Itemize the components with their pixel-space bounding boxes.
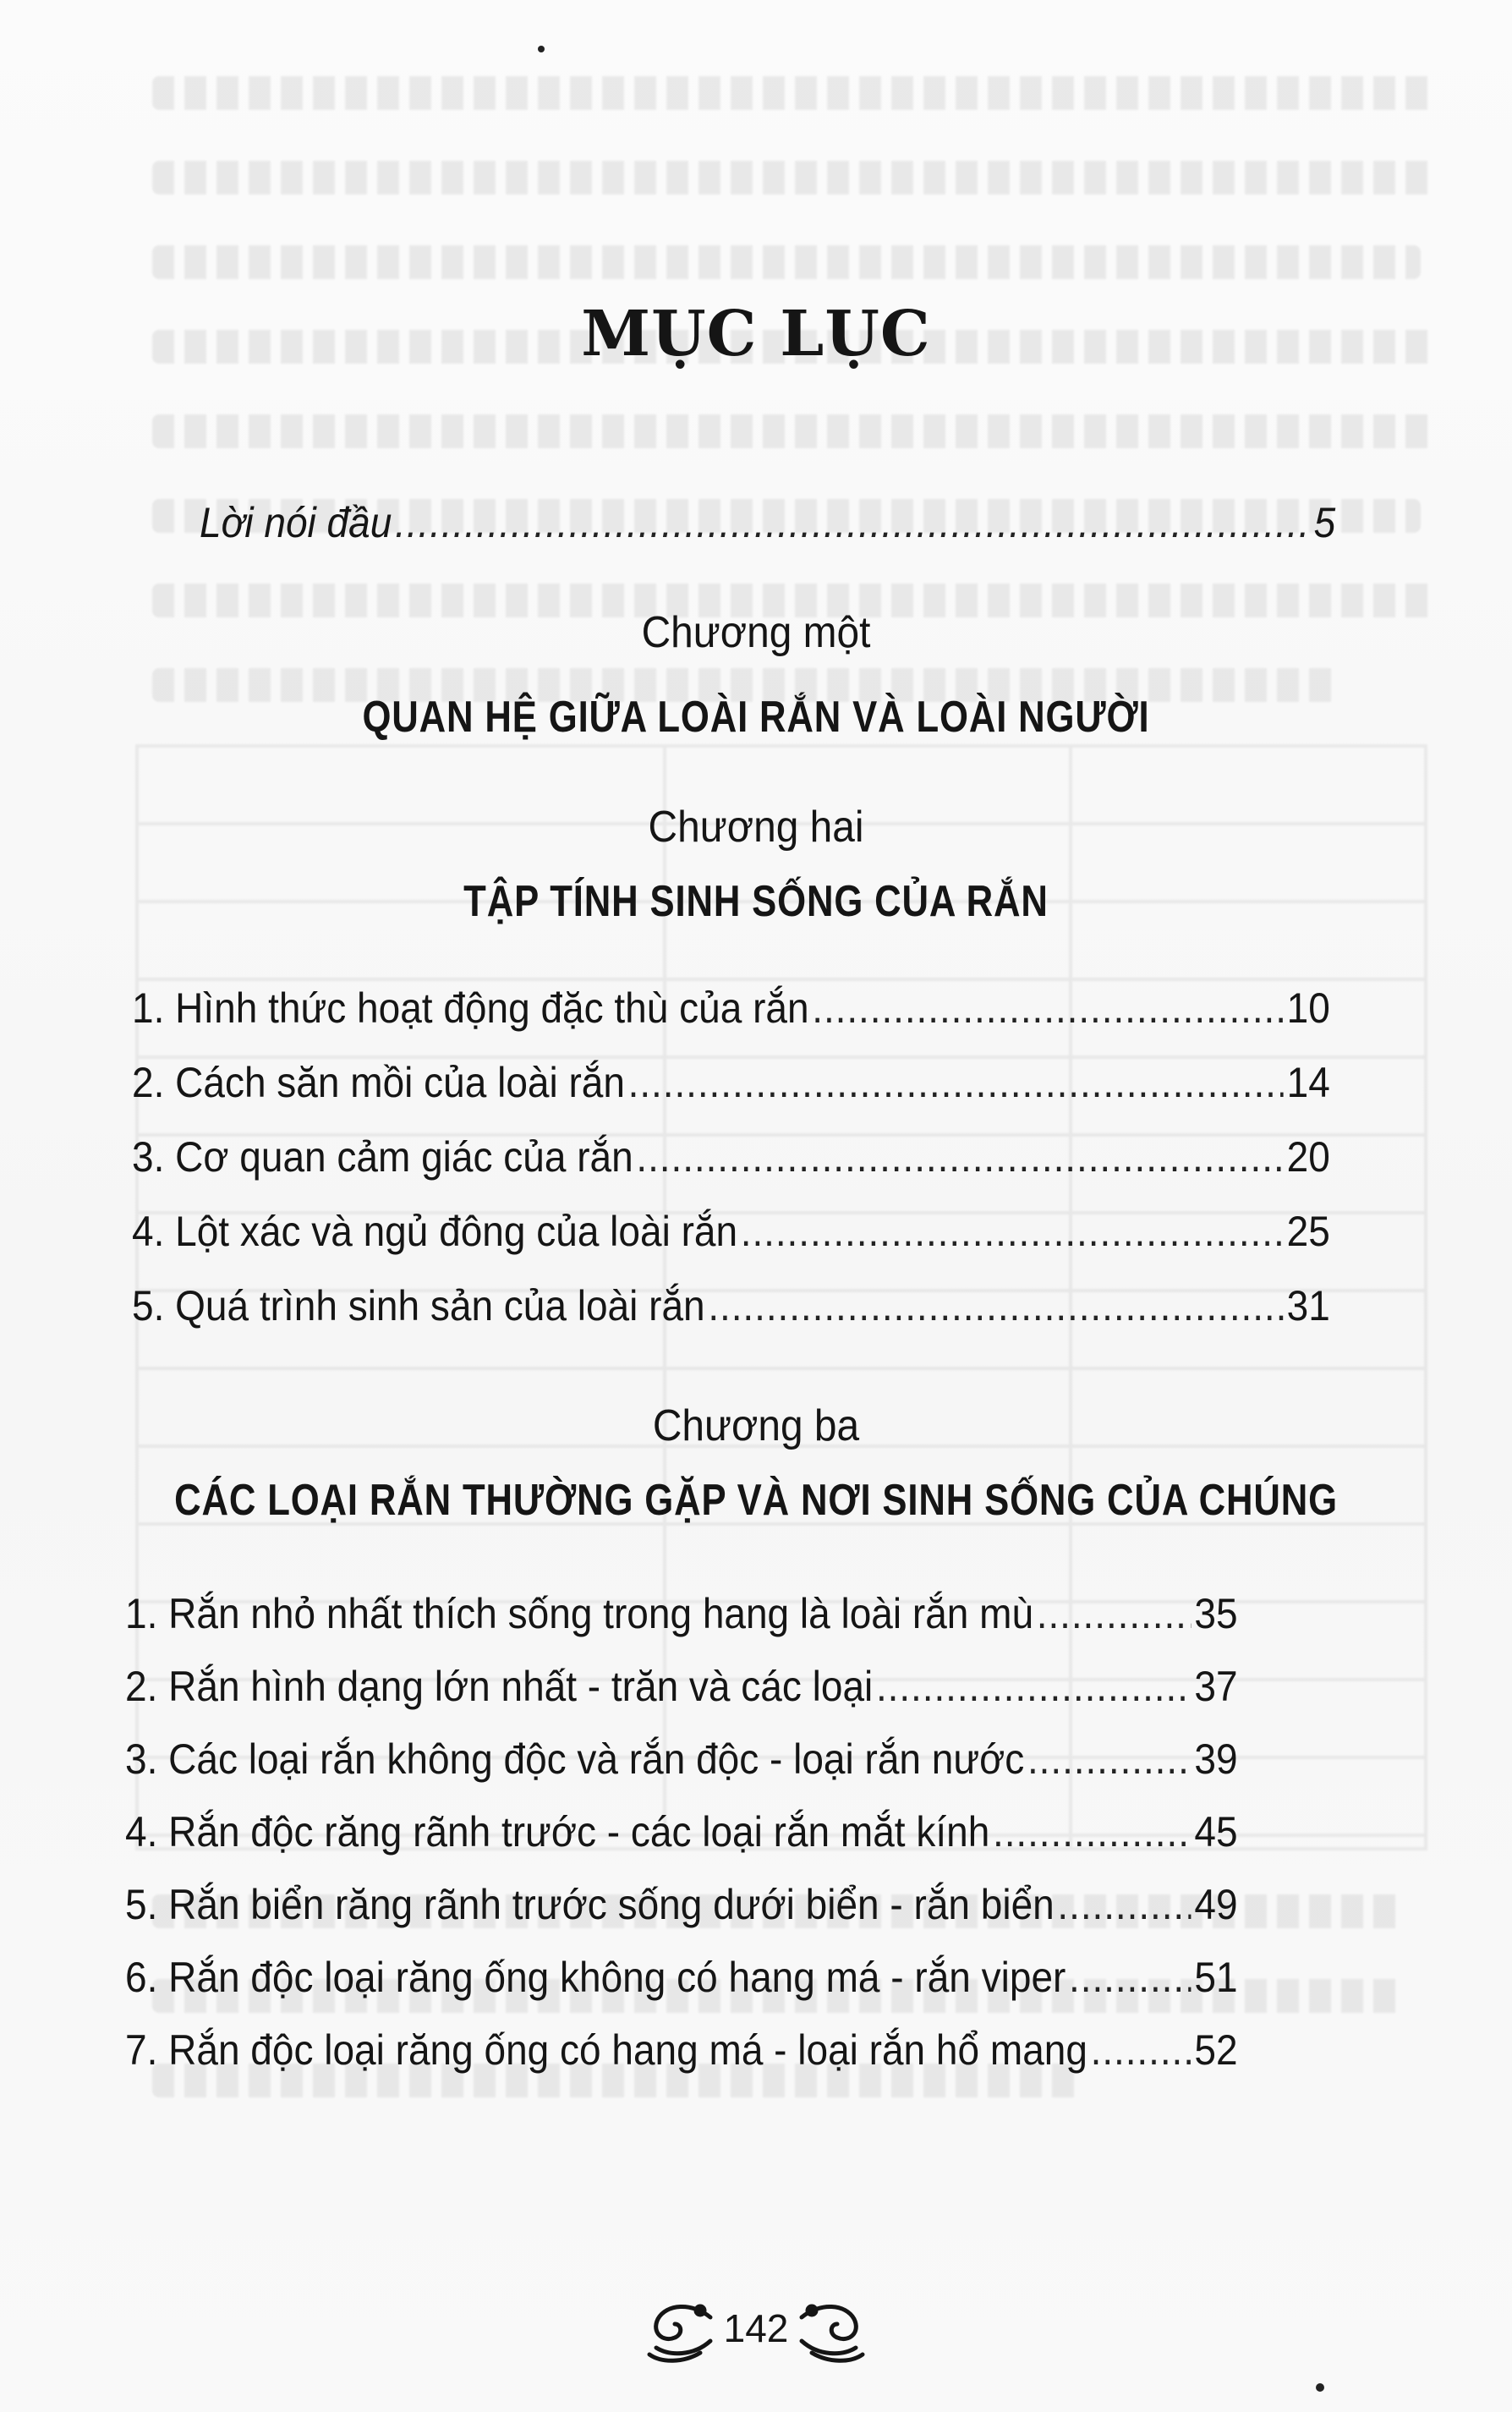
chapter-3-label: Chương ba [652,1401,860,1450]
toc-heading: MỤC LỤC [581,298,931,370]
toc-page-number: 31 [1286,1282,1330,1329]
toc-entry[interactable] [125,1735,1238,1784]
toc-entry-text: 6. Rắn độc loại răng ống không có hang má - rắn viper [125,1954,1066,2001]
chapter-2-title[interactable]: TẬP TÍNH SINH SỐNG CỦA RẮN [463,877,1049,926]
toc-entry[interactable] [125,1808,1238,1857]
toc-leader-dots [1037,1590,1192,1639]
toc-page-number: 39 [1194,1735,1238,1783]
toc-page-number: 10 [1286,984,1330,1032]
toc-entry[interactable] [125,1590,1238,1639]
toc-entry[interactable] [125,2026,1238,2075]
toc-leader-dots [1057,1881,1191,1930]
toc-page-number: 37 [1194,1663,1238,1710]
toc-entry[interactable] [132,1208,1330,1257]
toc-page-number: 51 [1194,1954,1238,2001]
toc-page-number: 25 [1286,1208,1330,1255]
toc-entry[interactable] [125,1954,1238,2003]
toc-page-number: 14 [1286,1059,1330,1106]
toc-page-number: 45 [1194,1808,1238,1856]
toc-entry[interactable] [125,1663,1238,1712]
toc-leader-dots [1091,2026,1192,2075]
toc-entry-text: 4. Lột xác và ngủ đông của loài rắn [132,1208,738,1255]
toc-leader-dots [395,499,1311,548]
page-footer [0,2292,1512,2365]
toc-leader-dots [993,1808,1192,1857]
toc-entry-text: Lời nói đầu [200,499,392,546]
toc-leader-dots [741,1208,1284,1257]
right-swirl-ornament-icon [795,2292,871,2365]
left-swirl-ornament-icon [641,2292,717,2365]
toc-page-number: 5 [1313,499,1336,546]
toc-entry-text: 7. Rắn độc loại răng ống có hang má - loại rắn hổ mang [125,2026,1087,2074]
toc-entry-text: 2. Cách săn mồi của loài rắn [132,1059,625,1106]
toc-entry-preface[interactable] [200,499,1335,548]
chapter-3-title[interactable]: CÁC LOẠI RẮN THƯỜNG GẶP VÀ NƠI SINH SỐNG CỦA CHÚNG [174,1476,1338,1525]
toc-leader-dots [628,1059,1284,1108]
speck [538,46,545,52]
toc-entry-text: 5. Rắn biển răng rãnh trước sống dưới biển - rắn biển [125,1881,1055,1928]
toc-page-number: 49 [1194,1881,1238,1928]
chapter-1-title[interactable]: QUAN HỆ GIỮA LOÀI RẮN VÀ LOÀI NGƯỜI [362,693,1150,742]
toc-entry[interactable] [132,1133,1330,1182]
toc-entry-text: 4. Rắn độc răng rãnh trước - các loại rắn mắt kính [125,1808,990,1856]
toc-entry-text: 2. Rắn hình dạng lớn nhất - trăn và các loại [125,1663,874,1710]
toc-page-number: 35 [1194,1590,1238,1637]
toc-entry[interactable] [125,1881,1238,1930]
toc-page-number: 52 [1194,2026,1238,2074]
toc-leader-dots [1027,1735,1192,1784]
toc-leader-dots [708,1282,1284,1331]
toc-entry-text: 5. Quá trình sinh sản của loài rắn [132,1282,705,1329]
toc-leader-dots [812,984,1284,1033]
toc-leader-dots [1069,1954,1192,2003]
toc-entry-text: 1. Rắn nhỏ nhất thích sống trong hang là loài rắn mù [125,1590,1034,1637]
toc-page-number: 20 [1286,1133,1330,1181]
toc-entry-text: 1. Hình thức hoạt động đặc thù của rắn [132,984,809,1032]
toc-entry[interactable] [132,984,1330,1033]
toc-entry[interactable] [132,1282,1330,1331]
speck [1316,2383,1324,2392]
chapter-2-label: Chương hai [648,803,864,852]
toc-leader-dots [636,1133,1284,1182]
toc-entry[interactable] [132,1059,1330,1108]
page-number: 142 [723,2306,789,2350]
chapter-1-label: Chương một [641,608,871,657]
toc-leader-dots [876,1663,1192,1712]
toc-entry-text: 3. Các loại rắn không độc và rắn độc - loại rắn nước [125,1735,1025,1783]
toc-entry-text: 3. Cơ quan cảm giác của rắn [132,1133,633,1181]
